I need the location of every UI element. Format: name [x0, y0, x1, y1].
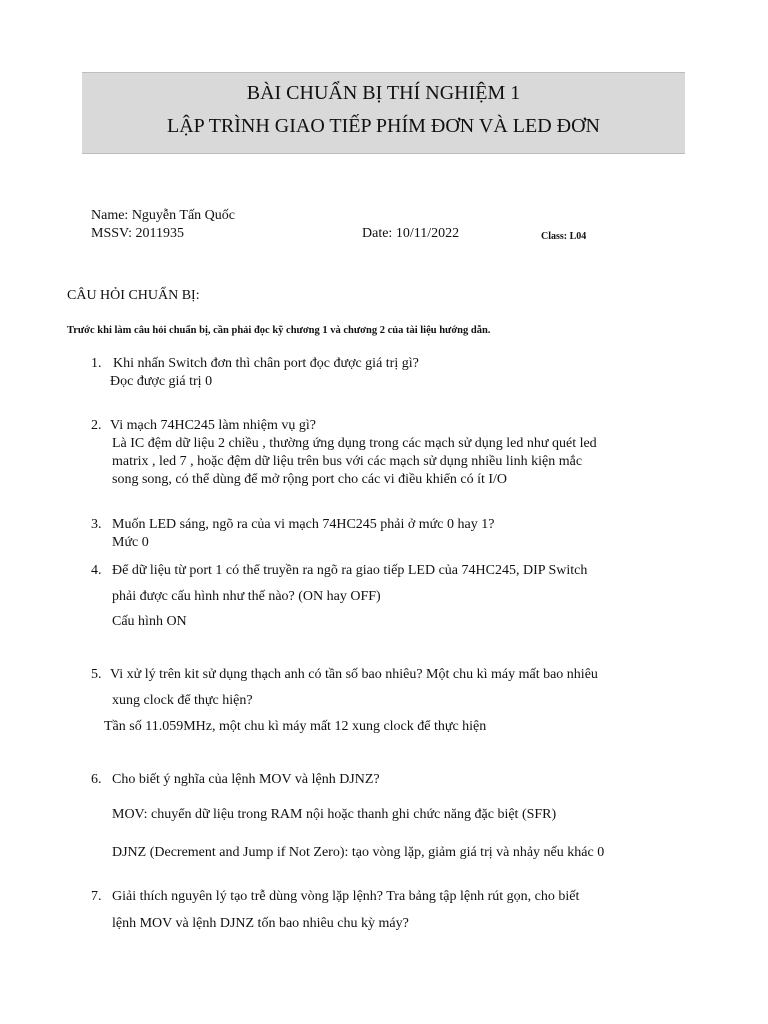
answer-line: Là IC đệm dữ liệu 2 chiều , thường ứng dụng trong các mạch sử dụng led như quét led	[112, 436, 597, 451]
question-number: 7.	[91, 889, 102, 904]
question-number: 4.	[91, 563, 102, 578]
question-text: Muốn LED sáng, ngõ ra của vi mạch 74HC245 phải ở mức 0 hay 1?	[112, 517, 495, 532]
class-label: Class: L04	[541, 231, 587, 242]
question-number: 2.	[91, 418, 102, 433]
question-text: Khi nhấn Switch đơn thì chân port đọc được giá trị gì?	[113, 356, 419, 371]
instruction-text: Trước khi làm câu hỏi chuẩn bị, cần phải đọc kỹ chương 1 và chương 2 của tài liệu hướng dẫn.	[67, 325, 491, 336]
question-number: 6.	[91, 772, 102, 787]
answer-line: song song, có thể dùng để mở rộng port cho các vi điều khiển có ít I/O	[112, 472, 508, 487]
question-number: 1.	[91, 356, 102, 371]
question-text: Giải thích nguyên lý tạo trễ dùng vòng lặp lệnh? Tra bảng tập lệnh rút gọn, cho biết	[112, 889, 580, 904]
document-title-box	[82, 72, 685, 154]
answer-text: Tần số 11.059MHz, một chu kì máy mất 12 xung clock để thực hiện	[104, 719, 487, 734]
student-mssv: MSSV: 2011935	[91, 226, 184, 241]
question-text: Vi mạch 74HC245 làm nhiệm vụ gì?	[110, 418, 317, 433]
document-title-line1: BÀI CHUẨN BỊ THÍ NGHIỆM 1	[246, 82, 521, 104]
question-text: Để dữ liệu từ port 1 có thể truyền ra ngõ ra giao tiếp LED của 74HC245, DIP Switch	[112, 563, 588, 578]
question-text: xung clock để thực hiện?	[112, 693, 253, 708]
question-text: Cho biết ý nghĩa của lệnh MOV và lệnh DJNZ?	[112, 772, 380, 787]
document-title-line2: LẬP TRÌNH GIAO TIẾP PHÍM ĐƠN VÀ LED ĐƠN	[167, 115, 600, 137]
question-text: Vi xử lý trên kit sử dụng thạch anh có tần số bao nhiêu? Một chu kì máy mất bao nhiêu	[110, 667, 598, 682]
student-name: Name: Nguyễn Tấn Quốc	[91, 208, 235, 223]
answer-text: Đọc được giá trị 0	[110, 374, 213, 389]
answer-text: MOV: chuyển dữ liệu trong RAM nội hoặc thanh ghi chức năng đặc biệt (SFR)	[112, 807, 557, 822]
question-text: lệnh MOV và lệnh DJNZ tốn bao nhiêu chu kỳ máy?	[112, 916, 409, 931]
question-number: 3.	[91, 517, 102, 532]
answer-text: Cấu hình ON	[112, 614, 187, 629]
answer-text: DJNZ (Decrement and Jump if Not Zero): tạo vòng lặp, giảm giá trị và nhảy nếu khác 0	[112, 845, 605, 860]
answer-line: matrix , led 7 , hoặc đệm dữ liệu trên bus với các mạch sử dụng nhiều linh kiện mắc	[112, 454, 583, 469]
section-title: CÂU HỎI CHUẨN BỊ:	[67, 288, 200, 303]
document-date: Date: 10/11/2022	[362, 226, 460, 241]
question-number: 5.	[91, 667, 102, 682]
answer-text: Mức 0	[112, 535, 149, 550]
question-text: phải được cấu hình như thế nào? (ON hay OFF)	[112, 589, 381, 604]
